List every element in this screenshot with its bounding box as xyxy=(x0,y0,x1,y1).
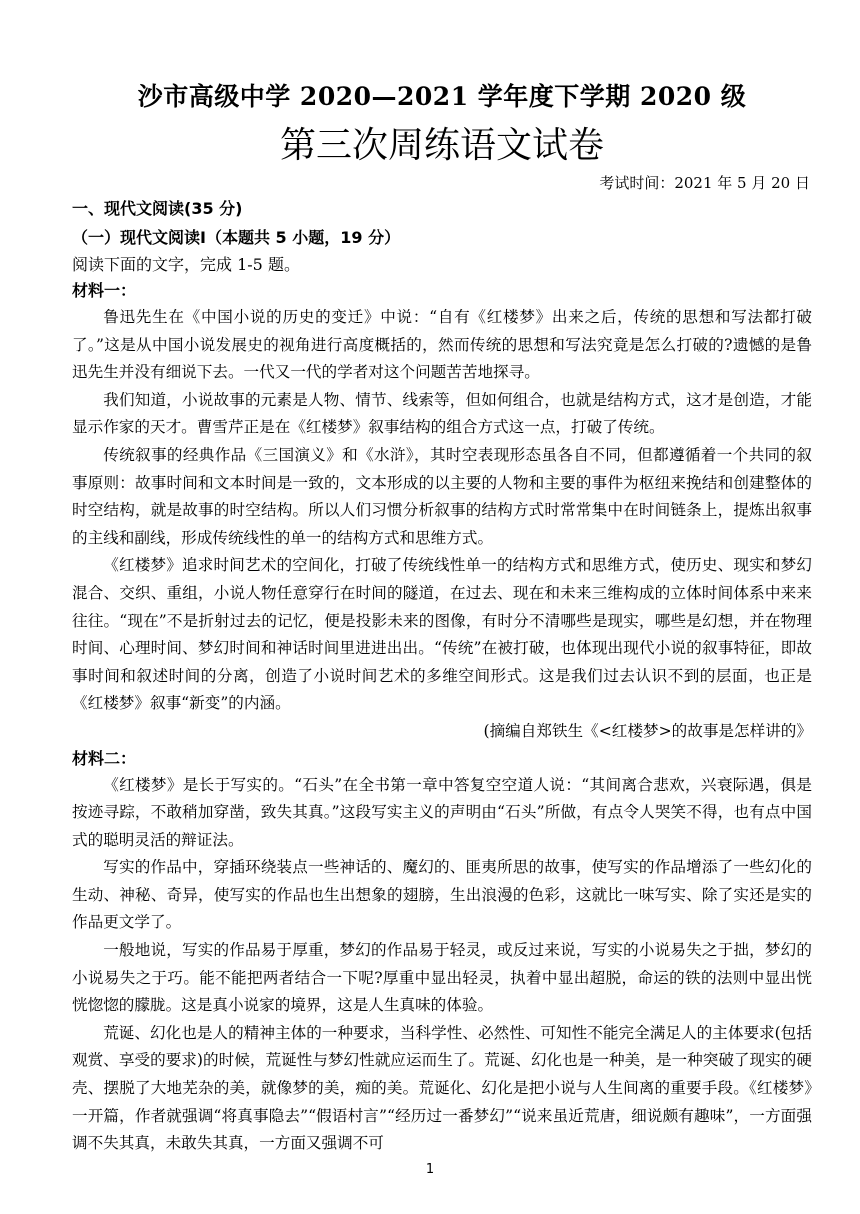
subsection-heading: （一）现代文阅读Ⅰ（本题共 5 小题，19 分） xyxy=(72,228,401,247)
exam-time: 考试时间：2021 年 5 月 20 日 xyxy=(599,174,810,192)
school-title: 沙市高级中学 2020—2021 学年度下学期 2020 级 xyxy=(137,82,747,111)
material-two-paragraph: 写实的作品中，穿插环绕装点一些神话的、魔幻的、匪夷所思的故事，使写实的作品增添了一些幻化的生动、神秘、奇异，使写实的作品也生出想象的翅膀，生出浪漫的色彩，这就比一味写实、除了实还是实的作品更文学了。 xyxy=(72,858,812,932)
material-two-paragraph: 荒诞、幻化也是人的精神主体的一种要求，当科学性、必然性、可知性不能完全满足人的主体要求(包括观赏、享受的要求)的时候，荒诞性与梦幻性就应运而生了。荒诞、幻化也是一种美，是一种突破了现实的硬壳、摆脱了大地芜杂的美，就像梦的美，痴的美。荒诞化、幻化是把小说与人生间离的重要手段。《红楼梦》一开篇，作者就强调“将真事隐去”“假语村言”“经历过一番梦幻”“说来虽近荒唐，细说颇有趣味”，一方面强调不失其真，未敢失其真，一方面又强调不可 xyxy=(72,1023,812,1153)
material-one-label: 材料一： xyxy=(72,281,137,300)
exam-title: 第三次周练语文试卷 xyxy=(279,125,604,166)
exam-page xyxy=(72,80,812,1158)
page-number: 1 xyxy=(425,1162,435,1177)
material-one-paragraph: 鲁迅先生在《中国小说的历史的变迁》中说：“自有《红楼梦》出来之后，传统的思想和写法都打破了。”这是从中国小说发展史的视角进行高度概括的，然而传统的思想和写法究竟是怎么打破的?遗憾的是鲁迅先生并没有细说下去。一代又一代的学者对这个问题苦苦地探寻。 xyxy=(72,308,812,382)
reading-instruction: 阅读下面的文字，完成 1-5 题。 xyxy=(72,255,300,274)
material-one-source: (摘编自郑铁生《<红楼梦>的故事是怎样讲的》 xyxy=(483,721,812,740)
material-one-paragraph: 传统叙事的经典作品《三国演义》和《水浒》，其时空表现形态虽各自不同，但都遵循着一个共同的叙事原则：故事时间和文本时间是一致的，文本形成的以主要的人物和主要的事件为枢纽来挽结和创建整体的时空结构，就是故事的时空结构。所以人们习惯分析叙事的结构方式时常常集中在时间链条上，提炼出叙事的主线和副线，形成传统线性的单一的结构方式和思维方式。 xyxy=(72,445,812,547)
material-one-paragraph: 我们知道，小说故事的元素是人物、情节、线索等，但如何组合，也就是结构方式，这才是创造，才能显示作家的天才。曹雪芹正是在《红楼梦》叙事结构的组合方式这一点，打破了传统。 xyxy=(72,390,812,437)
material-two-paragraph: 一般地说，写实的作品易于厚重，梦幻的作品易于轻灵，或反过来说，写实的小说易失之于拙，梦幻的小说易失之于巧。能不能把两者结合一下呢?厚重中显出轻灵，执着中显出超脱，命运的铁的法则中显出恍恍惚惚的朦胧。这是真小说家的境界，这是人生真味的体验。 xyxy=(72,941,812,1015)
material-two-label: 材料二： xyxy=(72,748,137,768)
section-heading: 一、现代文阅读(35 分) xyxy=(72,199,243,218)
material-one-paragraph: 《红楼梦》追求时间艺术的空间化，打破了传统线性单一的结构方式和思维方式，使历史、现实和梦幻混合、交织、重组，小说人物任意穿行在时间的隧道，在过去、现在和未来三维构成的立体时间体系中来来往往。“现在”不是折射过去的记忆，便是投影未来的图像，有时分不清哪些是现实，哪些是幻想，并在物理时间、心理时间、梦幻时间和神话时间里进进出出。“传统”在被打破，也体现出现代小说的叙事特征，即故事时间和叙述时间的分离，创造了小说时间艺术的多维空间形式。这是我们过去认识不到的层面，也正是《红楼梦》叙事“新变”的内涵。 xyxy=(72,556,812,713)
material-two-paragraph: 《红楼梦》是长于写实的。“石头”在全书第一章中答复空空道人说：“其间离合悲欢，兴衰际遇，俱是按迹寻踪，不敢稍加穿凿，致失其真。”这段写实主义的声明由“石头”所做，有点令人哭笑不得，也有点中国式的聪明灵活的辩证法。 xyxy=(72,775,812,849)
